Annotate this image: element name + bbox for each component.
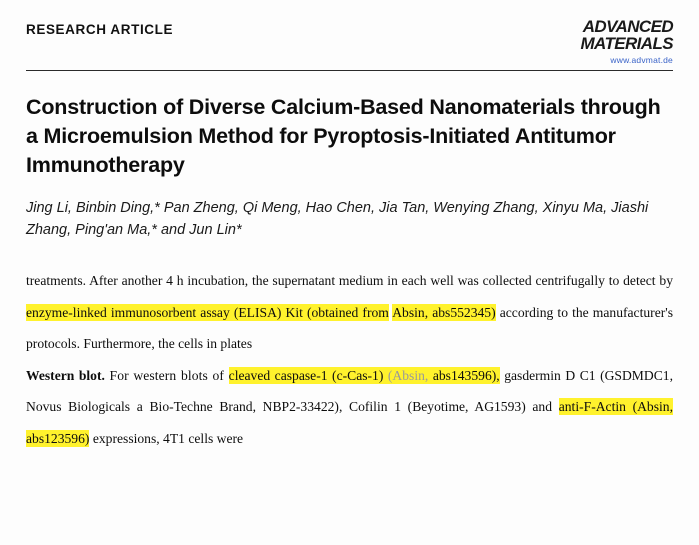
body-text-segment: For western blots of	[104, 367, 229, 383]
highlight-anti-f-actin: anti-F-Actin (Absin, abs123596)	[26, 399, 673, 446]
journal-logo	[581, 18, 674, 64]
highlight-absin-faded: (Absin,	[387, 367, 429, 383]
page-title: Construction of Diverse Calcium-Based Nanomaterials through a Microemulsion Method for Pyroptosis-Initiated Antitumor Immunotherapy	[26, 95, 661, 177]
paragraph-western-blot	[26, 360, 673, 455]
journal-name-line1: ADVANCED	[582, 17, 673, 36]
header-divider	[26, 70, 673, 71]
journal-url-link[interactable]: www.advmat.de	[610, 54, 673, 65]
body-text-segment: gasdermin D C1 (GSDMDC1, Novus Biologicals a Bio-Techne Brand, NBP2-33422), Cofilin 1 (Beyotime, AG1593) and	[26, 367, 673, 415]
highlight-cleaved-caspase-1: cleaved caspase-1 (c-Cas-1)	[228, 367, 388, 383]
page-header	[26, 18, 673, 64]
body-text-segment: treatments. After another 4 h incubation, the supernatant medium in each well was collected centrifugally to detect by	[26, 273, 673, 289]
journal-name-line2: MATERIALS	[580, 34, 673, 54]
article-body	[26, 265, 673, 454]
paragraph-methods-elisa	[26, 265, 673, 360]
highlight-elisa-kit: enzyme-linked immunosorbent assay (ELISA) Kit (obtained from	[26, 304, 389, 320]
highlight-absin-abs552345: Absin, abs552345)	[392, 304, 496, 320]
section-label: RESEARCH ARTICLE	[26, 22, 174, 37]
subsection-heading-western-blot: Western blot.	[26, 367, 105, 383]
body-text-segment: according to the manufacturer's protocols. Furthermore, the cells in plates	[26, 304, 673, 352]
author-list: Jing Li, Binbin Ding,* Pan Zheng, Qi Meng, Hao Chen, Jia Tan, Wenying Zhang, Xinyu Ma, Jiashi Zhang, Ping'an Ma,* and Jun Lin*	[26, 200, 649, 239]
highlight-abs143596: abs143596),	[428, 367, 500, 383]
body-text-segment: expressions, 4T1 cells were	[89, 430, 244, 446]
